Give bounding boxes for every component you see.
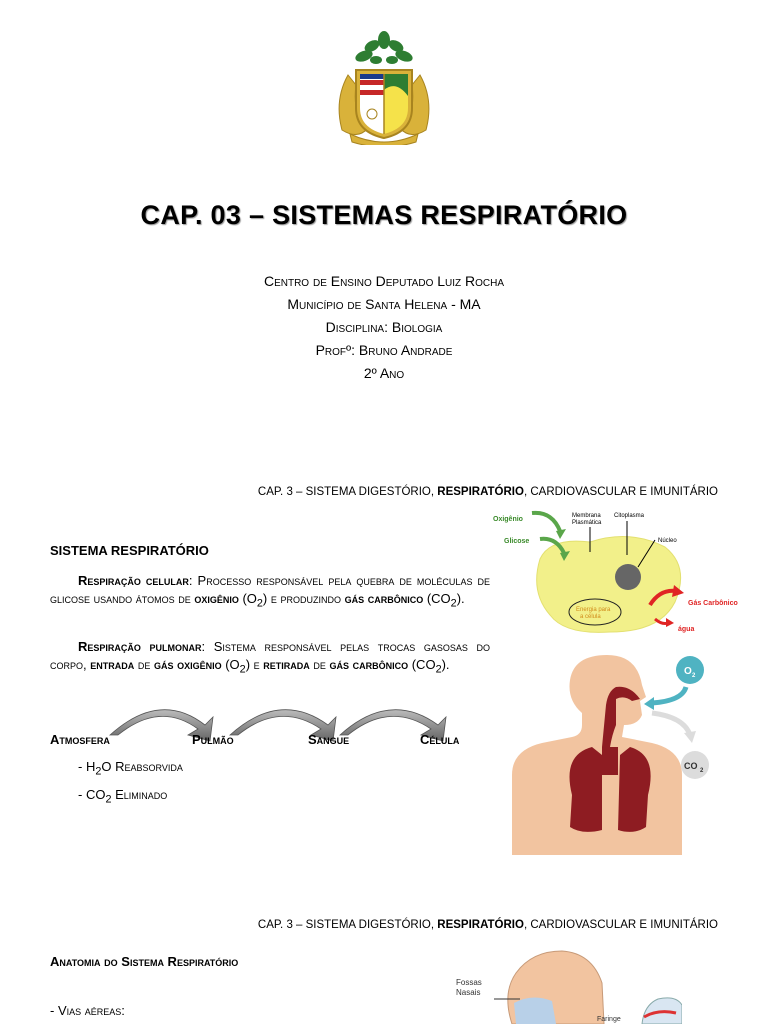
svg-text:Fossas: Fossas	[456, 978, 482, 987]
airways-item: - Vias aéreas:	[50, 1003, 125, 1018]
respiratory-system-slide	[0, 445, 768, 885]
svg-text:CO: CO	[684, 761, 698, 771]
svg-text:Oxigênio: Oxigênio	[493, 516, 523, 523]
pulmonary-respiration-paragraph: Respiração pulmonar: Sistema responsável pelas trocas gasosas do corpo, entrada de gás oxigênio $(O_2)$ e retirada de gás carbônico $(CO_2)$.	[50, 639, 490, 676]
svg-text:Faringe: Faringe	[597, 1016, 621, 1023]
svg-text:Membrana: Membrana	[572, 513, 601, 519]
svg-text:Glicose: Glicose	[504, 538, 530, 545]
flow-atmosfera: Atmosfera	[50, 732, 110, 747]
discipline: Disciplina: Biologia	[325, 319, 443, 335]
school-name: Centro de Ensino Deputado Luiz Rocha	[263, 273, 505, 289]
flow-sangue: Sangue	[308, 732, 350, 747]
section-title: SISTEMA RESPIRATÓRIO	[50, 543, 209, 558]
grade: 2º Ano	[363, 365, 405, 381]
svg-text:Nasais: Nasais	[456, 988, 481, 997]
chapter-header: CAP. 3 – SISTEMA DIGESTÓRIO, RESPIRATÓRIO, CARDIOVASCULAR E IMUNITÁRIO	[257, 919, 718, 931]
cell-respiration-diagram	[490, 507, 760, 647]
svg-text:2: 2	[692, 673, 696, 679]
teacher: Profº: Bruno Andrade	[315, 342, 453, 358]
presentation-title: CAP. 03 – SISTEMAS RESPIRATÓRIO	[140, 200, 628, 230]
svg-text:Gás Carbônico: Gás Carbônico	[688, 600, 738, 607]
bullet-water: - $H_2O$ Reabsorvida	[78, 759, 183, 778]
school-info	[0, 270, 768, 385]
nucleus-shape	[615, 564, 641, 590]
flow-celula: Célula	[420, 732, 460, 747]
svg-text:O: O	[684, 666, 692, 677]
flow-pulmao: Pulmão	[192, 732, 234, 747]
flow-arrows	[50, 695, 480, 755]
svg-text:Núcleo: Núcleo	[658, 538, 677, 544]
svg-text:2: 2	[700, 768, 704, 774]
lungs-body-diagram	[512, 655, 722, 855]
svg-text:Energia para: Energia para	[576, 607, 611, 613]
anatomy-slide	[0, 885, 768, 1024]
municipality: Município de Santa Helena - MA	[287, 296, 481, 312]
chapter-header: CAP. 3 – SISTEMA DIGESTÓRIO, RESPIRATÓRIO, CARDIOVASCULAR E IMUNITÁRIO	[257, 486, 718, 498]
head-anatomy-diagram	[452, 943, 682, 1024]
svg-text:Plasmática: Plasmática	[572, 520, 602, 526]
cellular-respiration-paragraph: Respiração celular: Processo responsável pela quebra de moléculas de glicose usando átomos de oxigênio $(O_2)$ e produzindo gás carbônico $(CO_2)$.	[50, 573, 490, 610]
state-crest-logo	[328, 30, 440, 145]
svg-text:água: água	[678, 626, 695, 633]
section-title: Anatomia do Sistema Respiratório	[50, 954, 239, 969]
svg-text:a célula: a célula	[580, 614, 601, 620]
title-slide	[0, 0, 768, 445]
svg-text:Citoplasma: Citoplasma	[614, 513, 645, 519]
bullet-co2: - $CO_2$ Eliminado	[78, 787, 168, 806]
